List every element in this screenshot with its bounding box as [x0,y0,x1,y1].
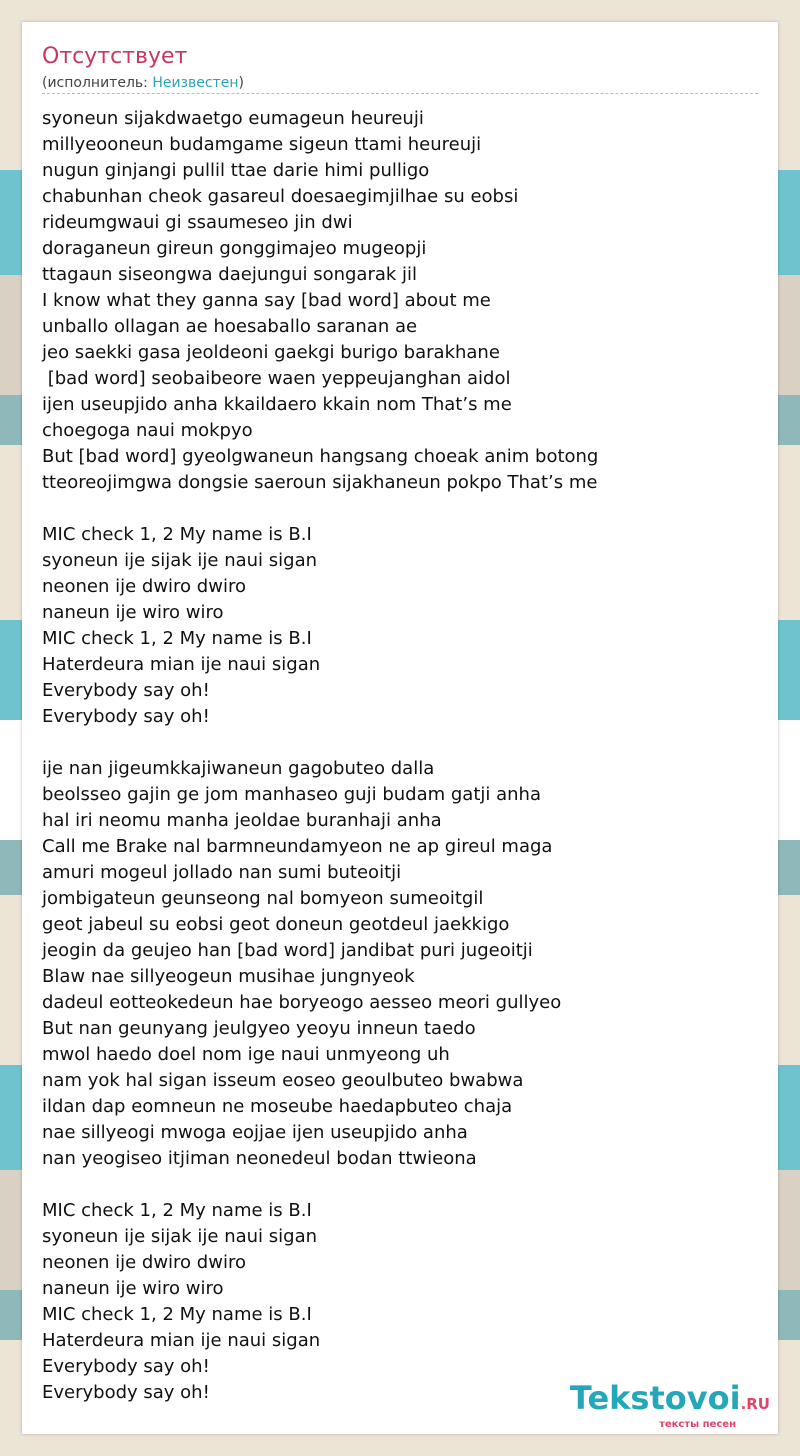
lyrics-text [42,106,762,1406]
lyric-line: nugun ginjangi pullil ttae darie himi pulligo [42,160,430,181]
lyric-line [42,496,762,522]
lyric-line: Everybody say oh! [42,1356,210,1377]
lyric-line: mwol haedo doel nom ige naui unmyeong uh [42,1044,450,1065]
divider [42,93,758,94]
lyric-line: I know what they ganna say [bad word] about me [42,290,491,311]
lyric-line: ijen useupjido anha kkaildaero kkain nom That’s me [42,394,512,415]
lyric-line: MIC check 1, 2 My name is B.I [42,1200,312,1221]
lyric-line: But nan geunyang jeulgyeo yeoyu inneun taedo [42,1018,476,1039]
lyric-line: MIC check 1, 2 My name is B.I [42,524,312,545]
lyric-line: rideumgwaui gi ssaumeseo jin dwi [42,212,353,233]
lyric-line: Haterdeura mian ije naui sigan [42,654,321,675]
song-title: Отсутствует [42,44,188,69]
lyric-line: syoneun ije sijak ije naui sigan [42,550,318,571]
lyric-line: jeo saekki gasa jeoldeoni gaekgi burigo barakhane [42,342,500,363]
lyric-line: MIC check 1, 2 My name is B.I [42,1304,312,1325]
site-logo[interactable] [570,1381,770,1430]
logo-wordmark: Tekstovoi [569,1379,741,1417]
lyric-line: choegoga naui mokpyo [42,420,253,441]
logo-tld: .RU [740,1395,770,1413]
lyric-line [42,1172,762,1198]
lyric-line: nae sillyeogi mwoga eojjae ijen useupjido anha [42,1122,468,1143]
lyric-line: Blaw nae sillyeogeun musihae jungnyeok [42,966,415,987]
lyric-line: geot jabeul su eobsi geot doneun geotdeul jaekkigo [42,914,510,935]
lyric-line: MIC check 1, 2 My name is B.I [42,628,312,649]
lyric-line [42,730,762,756]
lyrics-card [22,22,778,1434]
lyric-line: Everybody say oh! [42,680,210,701]
artist-prefix: (исполнитель: [42,75,153,91]
lyric-line: jombigateun geunseong nal bomyeon sumeoitgil [42,888,484,909]
lyric-line: nan yeogiseo itjiman neonedeul bodan ttwieona [42,1148,477,1169]
lyric-line: naneun ije wiro wiro [42,1278,224,1299]
lyric-line: Call me Brake nal barmneundamyeon ne ap gireul maga [42,836,553,857]
lyric-line: ttagaun siseongwa daejungui songarak jil [42,264,418,285]
lyric-line: ildan dap eomneun ne moseube haedapbuteo chaja [42,1096,513,1117]
lyric-line: Everybody say oh! [42,1382,210,1403]
artist-link[interactable]: Неизвестен [152,75,239,91]
lyric-line: neonen ije dwiro dwiro [42,576,246,597]
lyric-line: tteoreojimgwa dongsie saeroun sijakhaneun pokpo That’s me [42,472,598,493]
logo-tagline: тексты песен [659,1419,736,1430]
lyric-line: syoneun sijakdwaetgo eumageun heureuji [42,108,424,129]
lyric-line: But [bad word] gyeolgwaneun hangsang choeak anim botong [42,446,599,467]
lyric-line: chabunhan cheok gasareul doesaegimjilhae su eobsi [42,186,519,207]
lyric-line: syoneun ije sijak ije naui sigan [42,1226,318,1247]
lyric-line: dadeul eotteokedeun hae boryeogo aesseo meori gullyeo [42,992,562,1013]
lyric-line: millyeooneun budamgame sigeun ttami heureuji [42,134,482,155]
lyric-line: nam yok hal sigan isseum eoseo geoulbuteo bwabwa [42,1070,524,1091]
lyric-line: doraganeun gireun gonggimajeo mugeopji [42,238,427,259]
lyric-line: unballo ollagan ae hoesaballo saranan ae [42,316,418,337]
artist-line [42,74,244,92]
lyric-line: ije nan jigeumkkajiwaneun gagobuteo dalla [42,758,435,779]
lyric-line: jeogin da geujeo han [bad word] jandibat puri jugeoitji [42,940,533,961]
lyric-line: neonen ije dwiro dwiro [42,1252,246,1273]
artist-suffix: ) [238,75,244,91]
lyric-line: Everybody say oh! [42,706,210,727]
lyric-line: beolsseo gajin ge jom manhaseo guji budam gatji anha [42,784,541,805]
lyric-line: amuri mogeul jollado nan sumi buteoitji [42,862,402,883]
lyric-line: Haterdeura mian ije naui sigan [42,1330,321,1351]
lyric-line: naneun ije wiro wiro [42,602,224,623]
lyric-line: hal iri neomu manha jeoldae buranhaji anha [42,810,442,831]
lyric-line: [bad word] seobaibeore waen yeppeujanghan aidol [42,368,511,389]
